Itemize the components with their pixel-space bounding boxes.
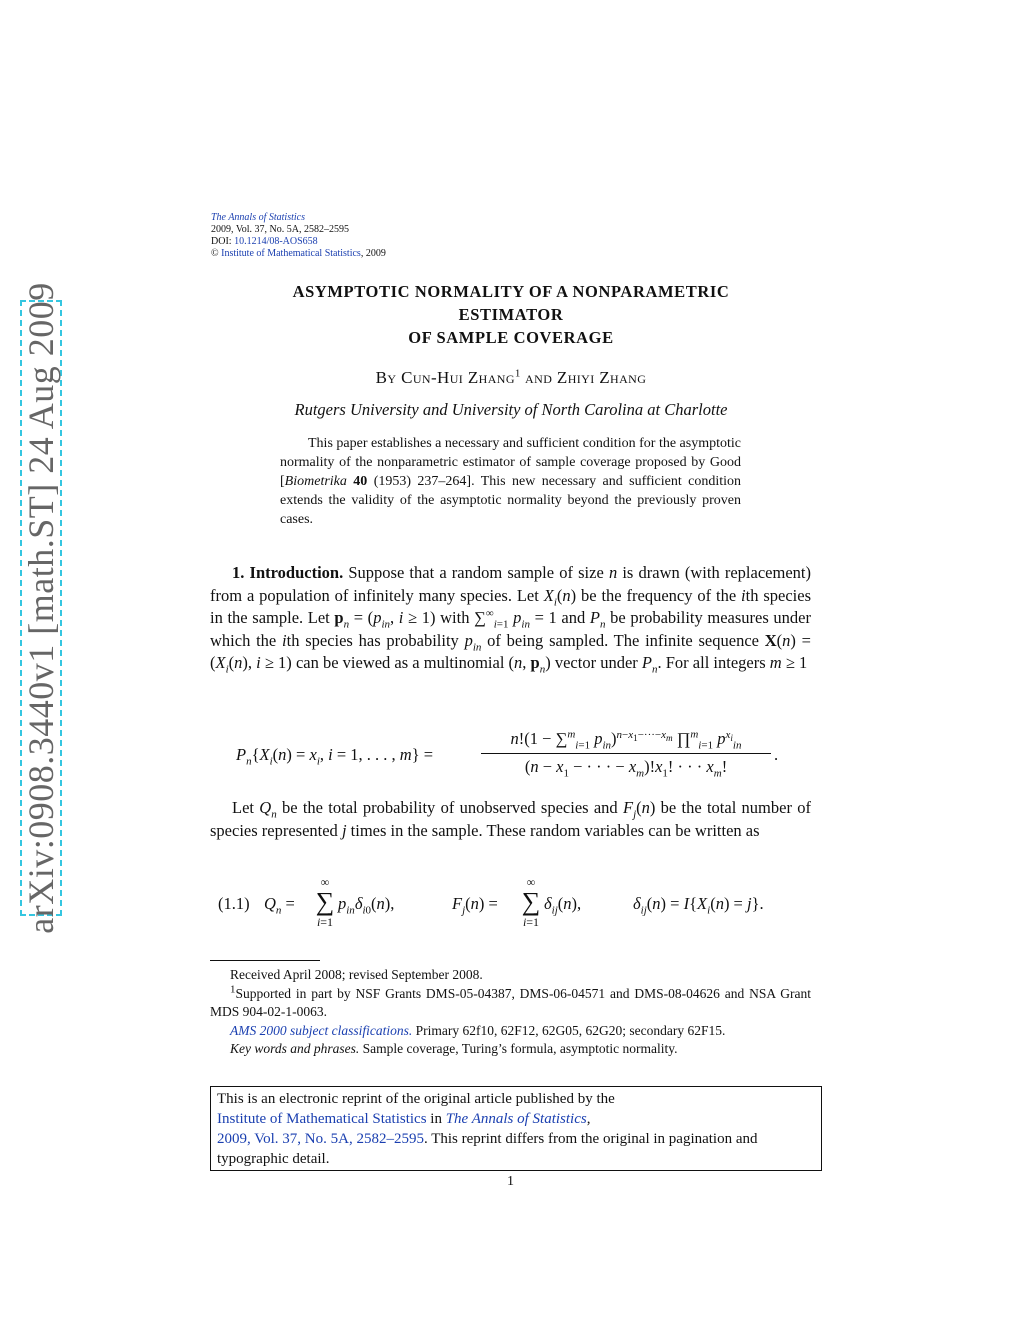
- author-1: Cun-Hui Zhang: [401, 368, 515, 387]
- support-note: $^1$Supported in part by NSF Grants DMS-05-04387, DMS-06-04571 and DMS-08-04626 and NSA Grant MDS 904-02-1-0063.: [210, 983, 811, 1019]
- equation-label: (1.1): [218, 894, 250, 913]
- author-line: By Cun-Hui Zhang$^1$ and Zhiyi Zhang: [375, 367, 647, 387]
- ams-classification: AMS 2000 subject classifications. Primary 62f10, 62F12, 62G05, 62G20; secondary 62F15.: [230, 1022, 726, 1038]
- keywords: Key words and phrases. Sample coverage, Turing’s formula, asymptotic normality.: [230, 1041, 678, 1056]
- publisher-link[interactable]: Institute of Mathematical Statistics: [221, 248, 361, 259]
- reprint-notice: This is an electronic reprint of the original article published by the Institute of Mathematical Statistics in The Annals of Statistics, 2009, Vol. 37, No. 5A, 2582–2595. This reprint differs from the original in pagination and typographic detail.: [210, 1086, 822, 1171]
- page-number: 1: [507, 1174, 514, 1189]
- paper-title: ASYMPTOTIC NORMALITY OF A NONPARAMETRIC ESTIMATOR OF SAMPLE COVERAGE: [292, 282, 730, 347]
- journal-header: The Annals of Statistics 2009, Vol. 37, No. 5A, 2582–2595 DOI: 10.1214/08-AOS658 © Institute of Mathematical Statistics, 2009: [211, 212, 386, 259]
- reprint-journal-link[interactable]: The Annals of Statistics: [445, 1111, 587, 1127]
- reprint-citation-link[interactable]: 2009, Vol. 37, No. 5A, 2582–2595: [217, 1131, 424, 1147]
- section-heading: 1. Introduction.: [232, 563, 344, 582]
- introduction-paragraph: 1. Introduction. Suppose that a random sample of size n is drawn (with replacement) from a population of infinitely many species. Let $X_i(n)$ be the frequency of the ith species in the sample. Let $p_n = (p_{in}$, i ≥ 1) with $\sum^\infty_{i=1}$ $p_{in} = 1$ and $P_n$ be probability measures under which the ith species has probability $p_{in}$ of being sampled. The infinite sequence $X(n) = (X_i(n)$, i ≥ 1) can be viewed as a multinomial (n, $p_n$) vector under $P_n$. For all integers m ≥ 1: [210, 563, 812, 676]
- equation-1-1: (1.1) $Q_n$ = ∞ ∑ i=1 $p_{in}\delta_{i0}(n)$, $F_j(n)$ = ∞ ∑ i=1 $\delta_{ij}(n)$, $\delta_{ij}(n) = I\{X_i(n) = j\}$.: [218, 875, 764, 929]
- copyright-icon: ©: [211, 248, 219, 259]
- journal-issue: 2009, Vol. 37, No. 5A, 2582–2595: [211, 224, 349, 235]
- abstract: This paper establishes a necessary and sufficient condition for the asymptotic normality of the nonparametric estimator of sample coverage proposed by Good [Biometrika 40 (1953) 237–264]. This new necessary and sufficient condition extends the validity of the asymptotic normality beyond the previously proven cases.: [280, 436, 742, 527]
- paragraph-2: Let $Q_n$ be the total probability of unobserved species and $F_j(n)$ be the total number of species represented j times in the sample. These random variables can be written as: [210, 798, 811, 840]
- journal-name[interactable]: The Annals of Statistics: [211, 212, 305, 223]
- footnote-rule: [210, 960, 320, 961]
- ams-link[interactable]: AMS 2000 subject classifications.: [230, 1022, 413, 1038]
- reprint-publisher-link[interactable]: Institute of Mathematical Statistics: [217, 1111, 427, 1127]
- footnotes: [210, 966, 811, 1059]
- affiliation: Rutgers University and University of North Carolina at Charlotte: [294, 400, 728, 419]
- received-date: Received April 2008; revised September 2008.: [230, 967, 483, 982]
- doi-link[interactable]: 10.1214/08-AOS658: [234, 236, 318, 247]
- arxiv-id: arXiv:0908.3440v1 [math.ST] 24 Aug 2009: [21, 282, 61, 934]
- arxiv-stamp: [20, 282, 62, 934]
- multinomial-equation: $P_n\{X_i(n) = x_i$, i = 1, . . . , m} = n!(1 − ∑$^m_{i=1}$ $p_{in})^{n-x_1-\cdot\cdot\cdot-x_m}$ ∏$^m_{i=1}$ $p^{x_i}_{in}$ ($n - x_1$ − · · · − $x_m)!x_1$! · · · $x_m$! .: [236, 725, 796, 785]
- author-2: Zhiyi Zhang: [556, 368, 647, 387]
